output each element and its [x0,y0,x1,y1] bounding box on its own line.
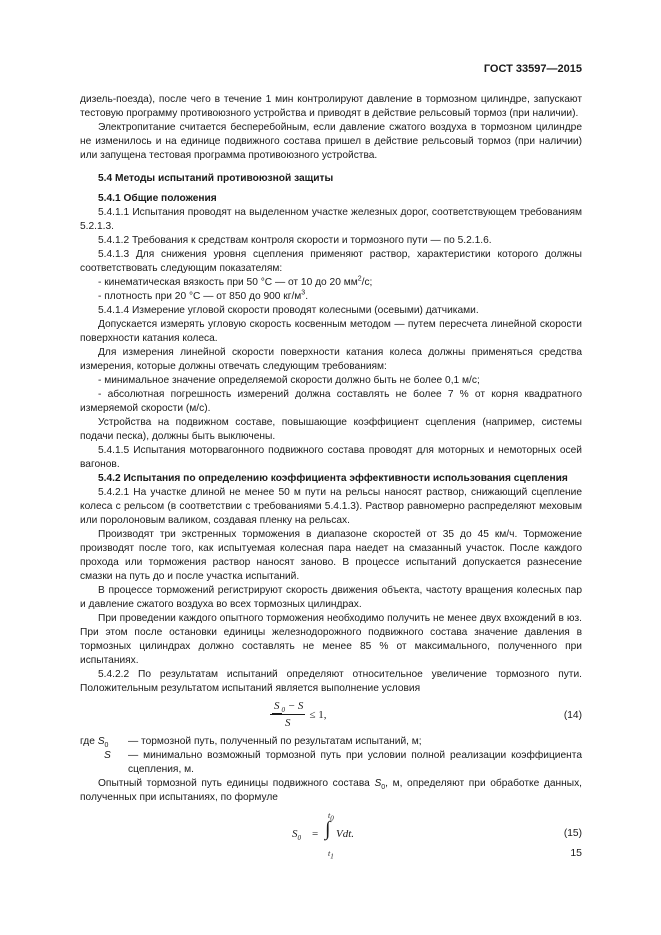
paragraph: Для измерения линейной скорости поверхности катания колеса должны применяться средства измерения, которые должны отвечать следующим требованиям: [80,347,582,372]
equation-number: (15) [563,828,582,839]
subsection-title: 5.4.2 Испытания по определению коэффициента эффективности использования сцепления [98,473,568,484]
page-content [80,93,582,859]
paragraph: 5.4.2.2 По результатам испытаний определяют относительное увеличение тормозного пути. Положительным результатом испытаний является выполнение условия [80,669,582,694]
integral-sign: ∫ [325,818,331,840]
paragraph: Электропитание считается бесперебойным, если давление сжатого воздуха в тормозном цилиндре не изменилось и на единице подвижного состава пришел в действие рельсовый тормоз (при наличии) или запущена тестовая программа противоюзного устройства. [80,122,582,161]
list-item: - минимальное значение определяемой скорости должно быть не более 0,1 м/с; [98,375,480,386]
document-id: ГОСТ 33597—2015 [483,63,582,75]
page-number: 15 [570,847,582,859]
section-title: 5.4 Методы испытаний противоюзной защиты [98,173,334,184]
paragraph: 5.4.1.2 Требования к средствам контроля скорости и тормозного пути — по 5.2.1.6. [98,235,492,246]
paragraph: дизель-поезда), после чего в течение 1 мин контролируют давление в тормозном цилиндре, запускают тестовую программу противоюзного устройства и приводят в действие рельсовый тормоз (при наличии). [80,94,582,119]
fraction-numerator: S $_0$ − S [270,699,305,715]
paragraph: Производят три экстренных торможения в диапазоне скоростей от 35 до 45 км/ч. Торможение производят после того, как испытуемая колесная пара наедет на смазанный участок. После каждого прохода или торможения раствор наносят заново. В процессе испытаний допускается разнесение смазки на путь до и после участка испытаний. [80,529,582,582]
paragraph: Опытный тормозной путь единицы подвижного состава $S_0$, м, определяют при обработке данных, полученных при испытаниях, по формуле [80,778,582,803]
list-item: - плотность при 20 °С — от 850 до 900 $кг/м^3$. [98,289,309,302]
paragraph: При проведении каждого опытного торможения необходимо получить не менее двух вхождений в юз. При этом после остановки единицы железнодорожного подвижного состава значение давления в тормозных цилиндрах должно составлять не менее 85 % от максимального, полученного при испытаниях. [80,613,582,666]
inequality: ≤ 1, [309,708,327,721]
fraction [270,699,326,730]
subsection-title: 5.4.1 Общие положения [98,193,217,204]
fraction-denominator: S [284,717,291,729]
definition-item: где $S_0$ — тормозной путь, полученный по результатам испытаний, м; [80,736,422,750]
paragraph: 5.4.1.3 Для снижения уровня сцепления применяют раствор, характеристики которого должны соответствовать следующим показателям: [80,249,582,274]
list-item: - абсолютная погрешность измерений должна составлять не более 7 % от корня квадратного измеряемой скорости (м/с). [80,389,582,414]
paragraph: В процессе торможений регистрируют скорость движения объекта, частоту вращения колесных пар и давление сжатого воздуха во всех тормозных цилиндрах. [80,585,582,610]
integral-formula: $S_0$ = ∫ $t_0$ $t_1$ Vdt. [292,811,355,861]
equation-15 [80,809,582,859]
paragraph: 5.4.1.5 Испытания моторвагонного подвижного состава проводят для моторных и немоторных осей вагонов. [80,445,582,470]
paragraph: 5.4.1.4 Измерение угловой скорости проводят колесными (осевыми) датчиками. [98,305,479,316]
equation-14 [80,699,582,733]
paragraph: Допускается измерять угловую скорость косвенным методом — путем пересчета линейной скорости поверхности катания колеса. [80,319,582,344]
paragraph: Устройства на подвижном составе, повышающие коэффициент сцепления (например, системы подачи песка), должны быть выключены. [80,417,582,442]
paragraph: 5.4.2.1 На участке длиной не менее 50 м пути на рельсы наносят раствор, снижающий сцепление колеса с рельсом (в соответствии с требованиями 5.4.1.3). Раствор равномерно распределяют меховым или поролоновым валиком, создавая пленку на рельсах. [80,487,582,526]
definition-item: S — минимально возможный тормозной путь при условии полной реализации коэффициента сцепления, м. [104,750,582,775]
definitions [80,735,582,777]
equation-number: (14) [563,710,582,721]
list-item: - кинематическая вязкость при 50 °С — от 10 до 20 $мм^2/с$; [98,275,373,288]
paragraph: 5.4.1.1 Испытания проводят на выделенном участке железных дорог, соответствующем требованиям 5.2.1.3. [80,207,582,232]
